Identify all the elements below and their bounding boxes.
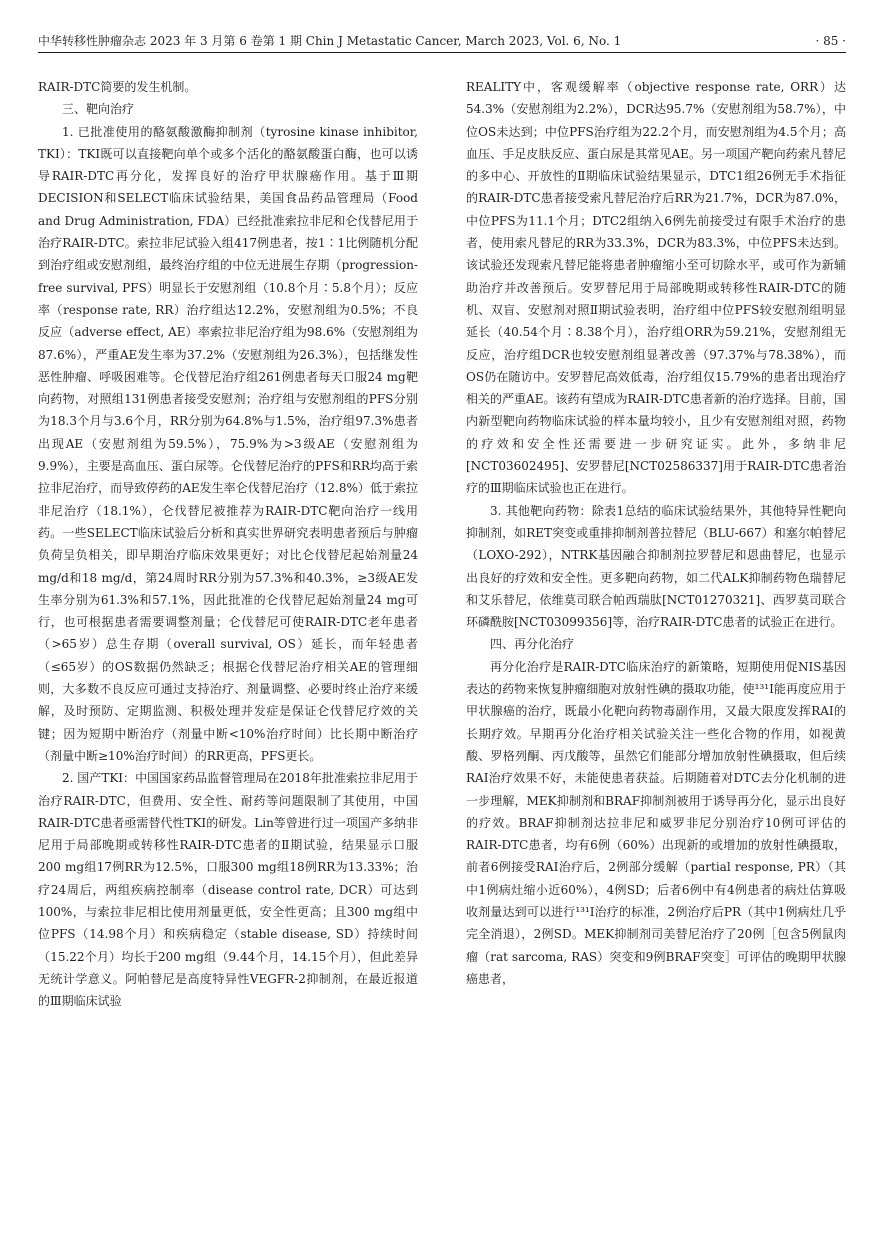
right-column [466, 76, 846, 990]
journal-citation: 中华转移性肿瘤杂志 2023 年 3 月第 6 卷第 1 期 Chin J Metastatic Cancer, March 2023, Vol. 6, No. 1 [38, 34, 622, 48]
section-heading-targeted-therapy: 三、靶向治疗 [62, 102, 135, 117]
page-number: · 85 · [815, 34, 846, 48]
paragraph-reality-trial: REALITY中，客观缓解率（objective response rate, ORR）达54.3%（安慰剂组为2.2%），DCR达95.7%（安慰剂组为58.7%），中位OS未达到；中位PFS治疗组为22.2个月，而安慰剂组为4.5个月；高血压、手足皮肤反应、蛋白尿是其常见AE。另一项国产靶向药索凡替尼的多中心、开放性的Ⅱ期临床试验结果显示，DTC1组26例无手术指征的RAIR-DTC患者接受索凡替尼治疗后RR为21.7%，DCR为87.0%，中位PFS为11.1个月；DTC2组纳入6例先前接受过有限手术治疗的患者，使用索凡替尼的RR为33.3%，DCR为83.3%，中位PFS未达到。该试验还发现索凡替尼能将患者肿瘤缩小至可切除水平，或可作为新辅助治疗并改善预后。安罗替尼用于局部晚期或转移性RAIR-DTC的随机、双盲、安慰剂对照Ⅱ期试验表明，治疗组中位PFS较安慰剂组明显延长（40.54个月∶8.38个月），治疗组ORR为59.21%，安慰剂组无反应，治疗组DCR也较安慰剂组显著改善（97.37%与78.38%），而OS仍在随访中。安罗替尼高效低毒，治疗组仅15.79%的患者出现治疗相关的严重AE。该药有望成为RAIR-DTC患者新的治疗选择。目前，国内新型靶向药物临床试验的样本量均较小，且少有安慰剂组对照，药物的疗效和安全性还需要进一步研究证实。此外，多纳非尼[NCT03602495]、安罗替尼[NCT02586337]用于RAIR-DTC患者治疗的Ⅲ期临床试验也正在进行。 [466, 80, 846, 496]
left-column [38, 76, 418, 1012]
paragraph-other-targeted-drugs: 3. 其他靶向药物：除表1总结的临床试验结果外，其他特异性靶向抑制剂，如RET突变或重排抑制剂普拉替尼（BLU-667）和塞尔帕替尼（LOXO-292），NTRK基因融合抑制剂拉罗替尼和恩曲替尼，也显示出良好的疗效和安全性。更多靶向药物，如二代ALK抑制药物色瑞替尼和艾乐替尼，依维莫司联合帕西瑞肽[NCT01270321]、西罗莫司联合环磷酰胺[NCT03099356]等，治疗RAIR-DTC患者的试验正在进行。 [466, 503, 846, 630]
paragraph-redifferentiation: 再分化治疗是RAIR-DTC临床治疗的新策略，短期使用促NIS基因表达的药物来恢复肿瘤细胞对放射性碘的摄取功能，使¹³¹I能再度应用于甲状腺癌的治疗，既最小化靶向药物毒副作用，又最大限度发挥RAI的长期疗效。早期再分化治疗相关试验关注一些化合物的作用，如视黄酸、罗格列酮、丙戊酸等，虽然它们能部分增加放射性碘摄取，但后续RAI治疗效果不好，未能使患者获益。后期随着对DTC去分化机制的进一步理解，MEK抑制剂和BRAF抑制剂被用于诱导再分化，显示出良好的疗效。BRAF抑制剂达拉非尼和威罗非尼分别治疗10例可评估的RAIR-DTC患者，均有6例（60%）出现新的或增加的放射性碘摄取，前者6例接受RAI治疗后，2例部分缓解（partial response, PR）（其中1例病灶缩小近60%），4例SD；后者6例中有4例患者的病灶估算吸收剂量达到可以进行¹³¹I治疗的标准，2例治疗后PR（其中1例病灶几乎完全消退），2例SD。MEK抑制剂司美替尼治疗了20例［包含5例鼠肉瘤（rat sarcoma, RAS）突变和9例BRAF突变］可评估的晚期甲状腺癌患者， [466, 659, 846, 986]
paragraph-domestic-tki: 2. 国产TKI：中国国家药品监督管理局在2018年批准索拉非尼用于治疗RAIR-DTC，但费用、安全性、耐药等问题限制了其使用，中国RAIR-DTC患者亟需替代性TKI的研发。Lin等曾进行过一项国产多纳非尼用于局部晚期或转移性RAIR-DTC患者的Ⅱ期试验，结果显示口服200 mg组17例RR为12.5%，口服300 mg组18例RR为13.33%；治疗24周后，两组疾病控制率（disease control rate, DCR）可达到100%，与索拉非尼相比使用剂量更低，安全性更高；且300 mg组中位PFS（14.98个月）和疾病稳定（stable disease, SD）持续时间（15.22个月）均长于200 mg组（9.44个月，14.15个月），但此差异无统计学意义。阿帕替尼是高度特异性VEGFR-2抑制剂，在最近报道的Ⅲ期临床试验 [38, 771, 418, 1009]
header-rule [38, 52, 846, 53]
paragraph-continued: RAIR-DTC简要的发生机制。 [38, 80, 197, 94]
paragraph-approved-tki: 1. 已批准使用的酪氨酸激酶抑制剂（tyrosine kinase inhibitor, TKI）：TKI既可以直接靶向单个或多个活化的酪氨酸蛋白酶，也可以诱导RAIR-DTC再分化，发挥良好的治疗甲状腺癌作用。基于Ⅲ期DECISION和SELECT临床试验结果，美国食品药品管理局（Food and Drug Administration, FDA）已经批准索拉非尼和仑伐替尼用于治疗RAIR-DTC。索拉非尼试验入组417例患者，按1∶1比例随机分配到治疗组或安慰剂组，最终治疗组的中位无进展生存期（progression-free survival, PFS）明显长于安慰剂组（10.8个月∶5.8个月）；反应率（response rate, RR）治疗组达12.2%，安慰剂组为0.5%；不良反应（adverse effect, AE）率索拉非尼治疗组为98.6%（安慰剂组为87.6%），严重AE发生率为37.2%（安慰剂组为26.3%），包括继发性恶性肿瘤、呼吸困难等。仑伐替尼治疗组261例患者每天口服24 mg靶向药物，对照组131例患者接受安慰剂；治疗组与安慰剂组的PFS分别为18.3个月与3.6个月，RR分别为64.8%与1.5%，治疗组97.3%患者出现AE（安慰剂组为59.5%），75.9%为>3级AE（安慰剂组为9.9%），主要是高血压、蛋白尿等。仑伐替尼治疗的PFS和RR均高于索拉非尼治疗，而导致停药的AE发生率仑伐替尼治疗（12.8%）低于索拉非尼治疗（18.1%），仑伐替尼被推荐为RAIR-DTC靶向治疗一线用药。一些SELECT临床试验后分析和真实世界研究表明患者预后与肿瘤负荷呈负相关，即早期治疗临床效果更好；对比仑伐替尼起始剂量24 mg/d和18 mg/d，第24周时RR分别为57.3%和40.3%，≥3级AE发生率分别为61.3%和57.1%，因此批准的仑伐替尼起始剂量24 mg可行，也可根据患者需要调整剂量；仑伐替尼可使RAIR-DTC老年患者（>65岁）总生存期（overall survival, OS）延长，而年轻患者（≤65岁）的OS数据仍然缺乏；根据仑伐替尼治疗相关AE的管理细则，大多数不良反应可通过支持治疗、剂量调整、必要时终止治疗来缓解，及时预防、定期监测、积极处理并发症是保证仑伐替尼疗效的关键；因为短期中断治疗（剂量中断<10%治疗时间）比长期中断治疗（剂量中断≥10%治疗时间）的RR更高，PFS更长。 [38, 124, 418, 763]
section-heading-redifferentiation: 四、再分化治疗 [490, 637, 575, 652]
running-head [38, 31, 846, 51]
